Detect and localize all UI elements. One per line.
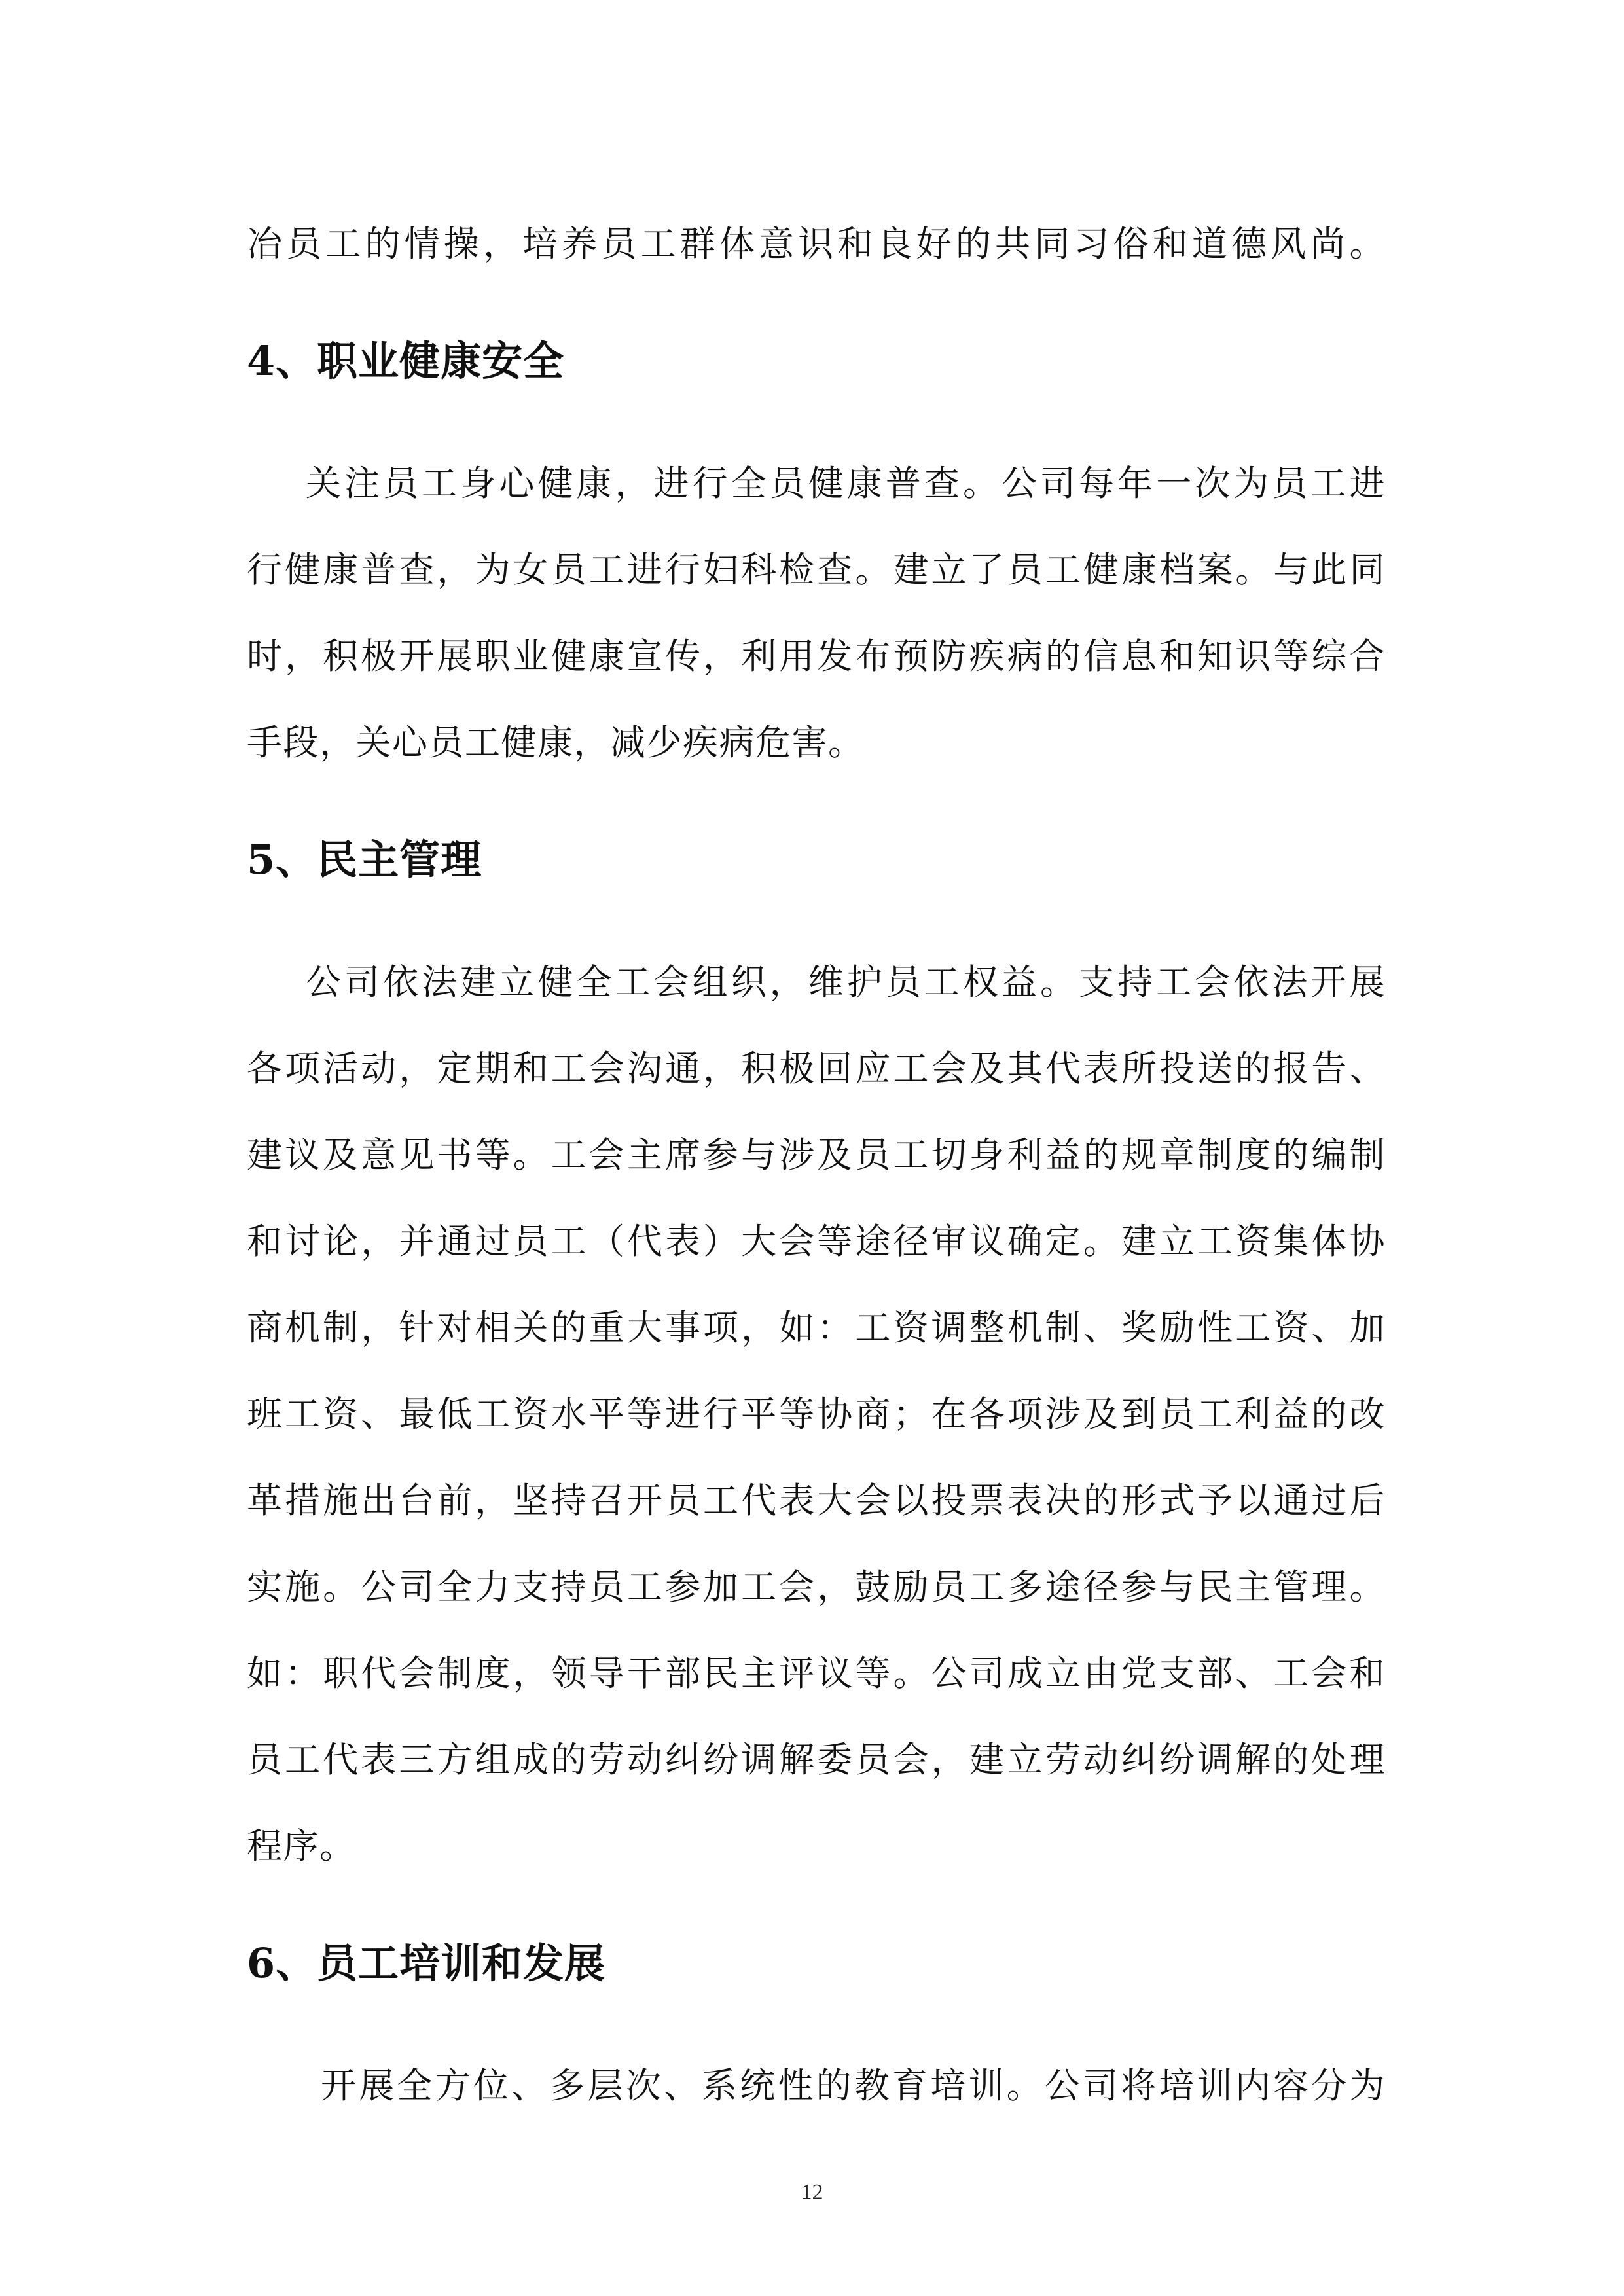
paragraph-line: 和讨论，并通过员工（代表）大会等途径审议确定。建立工资集体协 [247,1221,1386,1262]
paragraph-line: 革措施出台前，坚持召开员工代表大会以投票表决的形式予以通过后 [247,1480,1386,1521]
paragraph-line: 开展全方位、多层次、系统性的教育培训。公司将培训内容分为 [321,2065,1386,2106]
paragraph-line: 关注员工身心健康，进行全员健康普查。公司每年一次为员工进 [306,463,1386,504]
section-heading-4: 4、职业健康安全 [247,337,565,385]
section-heading-5: 5、民主管理 [247,836,482,884]
section-heading-6: 6、员工培训和发展 [247,1939,606,1987]
paragraph-line: 公司依法建立健全工会组织，维护员工权益。支持工会依法开展 [306,961,1386,1003]
paragraph-line: 商机制，针对相关的重大事项，如：工资调整机制、奖励性工资、加 [247,1307,1386,1348]
paragraph-line: 建议及意见书等。工会主席参与涉及员工切身利益的规章制度的编制 [247,1134,1386,1175]
paragraph-line: 班工资、最低工资水平等进行平等协商；在各项涉及到员工利益的改 [247,1393,1386,1435]
paragraph-line: 实施。公司全力支持员工参加工会，鼓励员工多途径参与民主管理。 [247,1566,1386,1607]
paragraph-line: 各项活动，定期和工会沟通，积极回应工会及其代表所投送的报告、 [247,1048,1386,1089]
paragraph-line: 手段，关心员工健康，减少疾病危害。 [247,722,865,763]
page-number: 12 [801,2180,823,2204]
paragraph-line: 行健康普查，为女员工进行妇科检查。建立了员工健康档案。与此同 [247,549,1386,590]
paragraph-line: 员工代表三方组成的劳动纠纷调解委员会，建立劳动纠纷调解的处理 [247,1739,1386,1780]
paragraph-line: 冶员工的情操，培养员工群体意识和良好的共同习俗和道德风尚。 [247,223,1386,264]
paragraph-line: 时，积极开展职业健康宣传，利用发布预防疾病的信息和知识等综合 [247,636,1386,677]
paragraph-line: 如：职代会制度，领导干部民主评议等。公司成立由党支部、工会和 [247,1653,1386,1694]
paragraph-line: 程序。 [247,1825,356,1867]
